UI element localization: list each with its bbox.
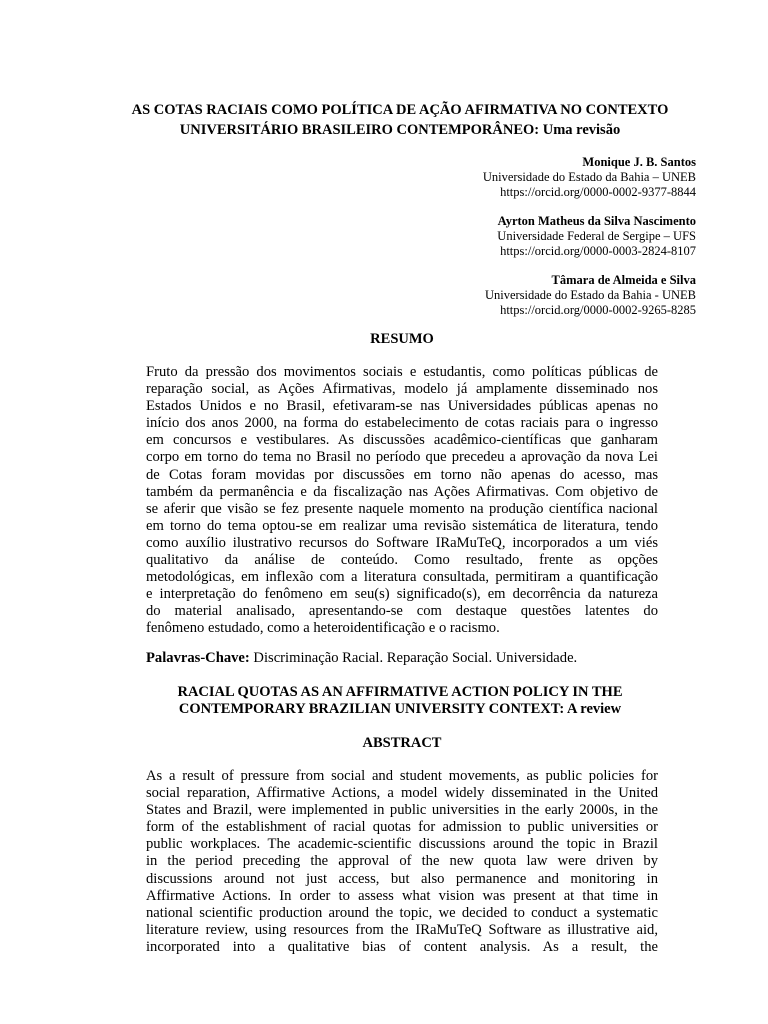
abstract-line: incorporated into a qualitative bias of content analysis. As a result, the bbox=[146, 938, 658, 955]
title-en-line-2: CONTEMPORARY BRAZILIAN UNIVERSITY CONTEXT: A review bbox=[178, 701, 622, 717]
abstract-line: Affirmative Actions. In order to assess what vision was present at that time in bbox=[146, 887, 658, 904]
resumo-line: como auxílio ilustrativo recursos do Software IRaMuTeQ, incorporados a um viés bbox=[146, 534, 658, 551]
abstract-line: public workplaces. The academic-scientific discussions around the topic in Brazil bbox=[146, 836, 658, 853]
resumo-body bbox=[146, 364, 658, 638]
author-block bbox=[276, 155, 696, 332]
keywords-text: Discriminação Racial. Reparação Social. Universidade. bbox=[253, 650, 578, 666]
title-en-line-1: RACIAL QUOTAS AS AN AFFIRMATIVE ACTION POLICY IN THE bbox=[177, 684, 623, 700]
abstract-line: literature review, using resources from the IRaMuTeQ Software as illustrative aid, bbox=[146, 921, 658, 938]
resumo-line: de Cotas foram movidas por discussões em torno não apenas do acesso, mas bbox=[146, 466, 658, 483]
abstract-body bbox=[146, 768, 658, 956]
resumo-line: reparação social, as Ações Afirmativas, modelo já amplamente disseminado nos bbox=[146, 381, 658, 398]
author-affiliation: Universidade do Estado da Bahia – UNEB bbox=[482, 170, 696, 184]
abstract-line: in the period preceding the approval of the new quota law were driven by bbox=[146, 853, 658, 870]
author-name: Tâmara de Almeida e Silva bbox=[551, 273, 696, 287]
abstract-line: discussions around not just access, but also permanence and monitoring in bbox=[146, 870, 658, 887]
author-1 bbox=[276, 155, 696, 200]
abstract-line: States and Brazil, were implemented in public universities in the early 2000s, in the bbox=[146, 802, 658, 819]
title-pt-line-2 bbox=[90, 120, 710, 140]
abstract-line: form of the establishment of racial quotas for admission to public universities or bbox=[146, 819, 658, 836]
author-orcid: https://orcid.org/0000-0002-9265-8285 bbox=[500, 303, 696, 317]
author-name: Monique J. B. Santos bbox=[582, 155, 696, 169]
abstract-line: As a result of pressure from social and student movements, as public policies for bbox=[146, 768, 658, 784]
resumo-line: e interpretação do fenômeno em seu(s) significado(s), em decorrência da natureza bbox=[146, 586, 658, 603]
keywords bbox=[146, 650, 658, 667]
resumo-line: fenômeno estudado, como a heteroidentificação e o racismo. bbox=[146, 620, 500, 637]
author-2 bbox=[276, 214, 696, 259]
author-orcid: https://orcid.org/0000-0002-9377-8844 bbox=[500, 185, 696, 199]
abstract-line: national scientific production around the topic, we decided to conduct a systematic bbox=[146, 904, 658, 921]
author-name: Ayrton Matheus da Silva Nascimento bbox=[497, 214, 696, 228]
paper-title-pt bbox=[90, 100, 710, 140]
author-3 bbox=[276, 273, 696, 318]
title-pt-line-2-main: UNIVERSITÁRIO BRASILEIRO CONTEMPORÂNEO: bbox=[179, 122, 540, 138]
paper-title-en bbox=[120, 684, 680, 718]
resumo-line: em concursos e vestibulares. As discussões acadêmico-científicas que ganharam bbox=[146, 432, 658, 449]
resumo-line: se aferir que visão se fez presente naquele momento na produção científica nacional bbox=[146, 500, 658, 517]
abstract-line: social reparation, Affirmative Actions, a model widely disseminated in the United bbox=[146, 785, 658, 802]
resumo-line: corpo em torno do tema no Brasil no período que precedeu a aprovação da nova Lei bbox=[146, 449, 658, 466]
resumo-line: Fruto da pressão dos movimentos sociais e estudantis, como políticas públicas de bbox=[146, 364, 658, 380]
resumo-line: do material analisado, apresentando-se com destaque questões latentes do bbox=[146, 603, 658, 620]
author-affiliation: Universidade do Estado da Bahia - UNEB bbox=[484, 288, 696, 302]
resumo-heading: RESUMO bbox=[370, 331, 434, 347]
resumo-line: início dos anos 2000, na forma do estabelecimento de cotas raciais para o ingresso bbox=[146, 415, 658, 432]
resumo-line: em torno do tema optou-se em realizar uma revisão sistemática de literatura, tendo bbox=[146, 517, 658, 534]
resumo-line: Estados Unidos e no Brasil, efetivaram-se nas Universidades públicas apenas no bbox=[146, 398, 658, 415]
author-affiliation: Universidade Federal de Sergipe – UFS bbox=[497, 229, 696, 243]
keywords-label: Palavras-Chave: bbox=[146, 650, 250, 666]
resumo-line: qualitativo da análise de conteúdo. Como resultado, frente as opções bbox=[146, 552, 658, 569]
title-pt-line-1: AS COTAS RACIAIS COMO POLÍTICA DE AÇÃO AFIRMATIVA NO CONTEXTO bbox=[131, 102, 669, 118]
author-orcid: https://orcid.org/0000-0003-2824-8107 bbox=[500, 244, 696, 258]
resumo-line: metodológicas, em inflexão com a literatura consultada, permitiram a quantificação bbox=[146, 569, 658, 586]
abstract-heading: ABSTRACT bbox=[362, 735, 442, 751]
resumo-line: também da permanência e da fiscalização nas Ações Afirmativas. Com objetivo de bbox=[146, 483, 658, 500]
title-pt-line-2-tail: Uma revisão bbox=[542, 122, 621, 138]
